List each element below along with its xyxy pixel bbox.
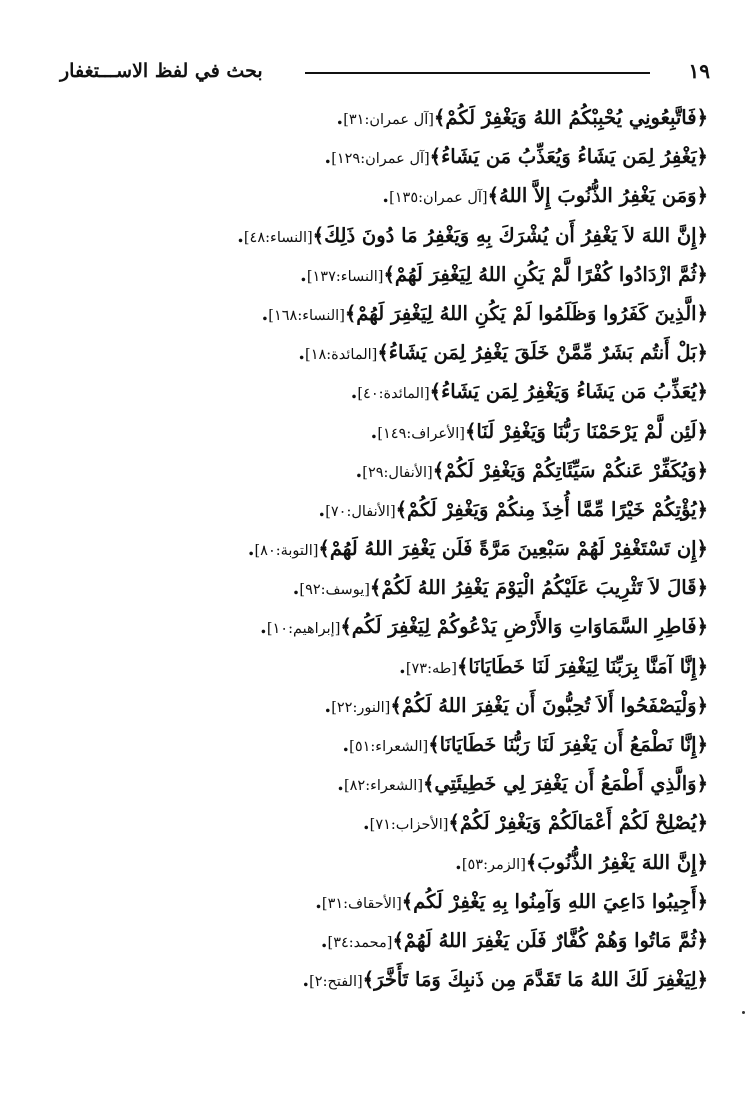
verse-text: ﴿لَئِن لَّمْ يَرْحَمْنَا رَبُّنَا وَيَغْفِرْ لَنَا﴾ bbox=[464, 419, 708, 443]
verse-end-mark: . bbox=[247, 537, 255, 561]
verse-line bbox=[20, 607, 708, 646]
verse-reference: [النساء:١٦٨] bbox=[268, 307, 345, 324]
verse-text: ﴿الَّذِينَ كَفَرُوا وَظَلَمُوا لَمْ يَكُنِ اللهُ لِيَغْفِرَ لَهُمْ﴾ bbox=[344, 301, 708, 325]
verse-text: ﴿فَاطِرِ السَّمَاوَاتِ وَالأَرْضِ يَدْعُوكُمْ لِيَغْفِرَ لَكُم﴾ bbox=[340, 615, 708, 639]
verse-end-mark: . bbox=[292, 576, 300, 600]
verse-end-mark: . bbox=[350, 380, 358, 404]
header-rule bbox=[305, 72, 650, 74]
verse-end-mark: . bbox=[261, 301, 269, 325]
verse-text: ﴿أَجِيبُوا دَاعِيَ اللهِ وَآمِنُوا بِهِ يَغْفِرْ لَكُم﴾ bbox=[401, 889, 708, 913]
verse-reference: [يوسف:٩٢] bbox=[299, 582, 370, 599]
verse-line bbox=[20, 882, 708, 921]
verse-line bbox=[20, 686, 708, 725]
margin-mark bbox=[742, 1011, 745, 1014]
verse-text: ﴿إِنَّ اللهَ لاَ يَغْفِرُ أَن يُشْرَكَ بِهِ وَيَغْفِرُ مَا دُونَ ذَلِكَ﴾ bbox=[312, 223, 708, 247]
verse-line bbox=[20, 921, 708, 960]
verse-text: ﴿يُعَذِّبُ مَن يَشَاءُ وَيَغْفِرُ لِمَن يَشَاءُ﴾ bbox=[429, 380, 708, 404]
verse-reference: [الأحزاب:٧١] bbox=[369, 817, 449, 834]
verse-reference: [إبراهيم:١٠] bbox=[266, 621, 341, 638]
verse-line bbox=[20, 529, 708, 568]
verse-line bbox=[20, 764, 708, 803]
verse-end-mark: . bbox=[399, 654, 406, 678]
verse-end-mark: . bbox=[300, 262, 307, 286]
verse-reference: [الشعراء:٥١] bbox=[349, 739, 429, 755]
verse-end-mark: . bbox=[382, 184, 390, 208]
verse-line bbox=[20, 255, 708, 294]
verse-line bbox=[20, 294, 708, 333]
verse-text: ﴿ثُمَّ مَاتُوا وَهُمْ كُفَّارٌ فَلَن يَغْفِرَ اللهُ لَهُمْ﴾ bbox=[392, 928, 708, 952]
verse-end-mark: . bbox=[320, 928, 328, 952]
verse-line bbox=[20, 451, 708, 490]
verse-text: ﴿قَالَ لاَ تَثْرِيبَ عَلَيْكُمُ الْيَوْمَ يَغْفِرُ اللهُ لَكُمْ﴾ bbox=[369, 576, 708, 600]
verse-text: ﴿إِنَّا آمَنَّا بِرَبِّنَا لِيَغْفِرَ لَنَا خَطَايَانَا﴾ bbox=[456, 654, 708, 678]
verse-text: ﴿إِنَّا نَطْمَعُ أَن يَغْفِرَ لَنَا رَبُّنَا خَطَايَانَا﴾ bbox=[428, 733, 708, 756]
verse-reference: [آل عمران:١٣٥] bbox=[389, 190, 488, 207]
verse-line bbox=[20, 843, 708, 882]
verse-line bbox=[20, 490, 708, 529]
verse-end-mark: . bbox=[324, 693, 332, 717]
verse-text: ﴿إِن تَسْتَغْفِرْ لَهُمْ سَبْعِينَ مَرَّةً فَلَن يَغْفِرَ اللهُ لَهُمْ﴾ bbox=[318, 537, 708, 561]
verse-end-mark: . bbox=[370, 419, 378, 443]
verse-reference: [الفتح:٢] bbox=[309, 974, 363, 991]
verse-line bbox=[20, 960, 708, 999]
verse-end-mark: . bbox=[362, 811, 370, 835]
verse-reference: [طه:٧٣] bbox=[405, 660, 457, 677]
page-header bbox=[60, 56, 710, 86]
verse-text: ﴿لِيَغْفِرَ لَكَ اللهُ مَا تَقَدَّمَ مِن ذَنبِكَ وَمَا تَأَخَّرَ﴾ bbox=[362, 968, 708, 992]
verse-end-mark: . bbox=[355, 458, 363, 482]
verse-reference: [آل عمران:٣١] bbox=[343, 112, 434, 128]
verse-reference: [الأنفال:٧٠] bbox=[325, 503, 396, 520]
verse-text: ﴿وَالَّذِي أَطْمَعُ أَن يَغْفِرَ لِي خَطِيئَتِي﴾ bbox=[422, 772, 708, 796]
verse-line bbox=[20, 372, 708, 411]
verse-reference: [الأنفال:٢٩] bbox=[362, 464, 433, 481]
verse-text: ﴿يُؤْتِكُمْ خَيْرًا مِّمَّا أُخِذَ مِنكُمْ وَيَغْفِرْ لَكُمْ﴾ bbox=[395, 497, 708, 521]
verse-reference: [الأحقاف:٣١] bbox=[321, 895, 402, 912]
verse-text: ﴿وَيُكَفِّرْ عَنكُمْ سَيِّئَاتِكُمْ وَيَغْفِرْ لَكُمْ﴾ bbox=[432, 458, 708, 482]
verse-end-mark: . bbox=[315, 889, 322, 913]
verse-end-mark: . bbox=[336, 106, 344, 129]
verse-reference: [النور:٢٢] bbox=[331, 699, 391, 716]
verse-end-mark: . bbox=[260, 615, 267, 639]
verse-end-mark: . bbox=[337, 772, 344, 796]
verse-line bbox=[20, 333, 708, 372]
verse-text: ﴿يُصْلِحْ لَكُمْ أَعْمَالَكُمْ وَيَغْفِرْ لَكُمْ﴾ bbox=[448, 811, 708, 835]
verse-end-mark: . bbox=[318, 497, 326, 521]
verse-text: ﴿فَاتَّبِعُونِي يُحْبِبْكُمُ اللهُ وَيَغْفِرْ لَكُمْ﴾ bbox=[433, 106, 708, 129]
verse-end-mark: . bbox=[455, 850, 462, 874]
verse-line bbox=[20, 176, 708, 215]
verse-reference: [النساء:١٣٧] bbox=[306, 268, 384, 285]
verse-text: ﴿وَلْيَصْفَحُوا أَلاَ تُحِبُّونَ أَن يَغْفِرَ اللهُ لَكُمْ﴾ bbox=[390, 693, 708, 717]
running-title: بحث في لفظ الاســـتغفار bbox=[60, 60, 263, 82]
verse-line bbox=[20, 137, 708, 176]
verse-line bbox=[20, 725, 708, 764]
verse-reference: [محمد:٣٤] bbox=[327, 934, 393, 951]
verse-text: ﴿وَمَن يَغْفِرُ الذُّنُوبَ إِلاَّ اللهُ﴾ bbox=[487, 184, 708, 208]
verse-line bbox=[20, 412, 708, 451]
verse-end-mark: . bbox=[302, 968, 310, 992]
verse-reference: [التوبة:٨٠] bbox=[254, 543, 319, 560]
verse-list bbox=[20, 98, 708, 999]
page-number: ١٩ bbox=[688, 59, 710, 83]
verse-reference: [الزمر:٥٣] bbox=[461, 856, 526, 873]
verse-end-mark: . bbox=[342, 733, 350, 756]
verse-line bbox=[20, 568, 708, 607]
verse-reference: [الأعراف:١٤٩] bbox=[377, 425, 465, 442]
verse-line bbox=[20, 216, 708, 255]
verse-line bbox=[20, 803, 708, 842]
verse-reference: [آل عمران:١٢٩] bbox=[331, 151, 430, 168]
verse-text: ﴿ثُمَّ ازْدَادُوا كُفْرًا لَّمْ يَكُنِ اللهُ لِيَغْفِرَ لَهُمْ﴾ bbox=[383, 262, 708, 286]
verse-line bbox=[20, 647, 708, 686]
verse-reference: [الشعراء:٨٢] bbox=[343, 778, 423, 795]
verse-text: ﴿بَلْ أَنتُم بَشَرٌ مِّمَّنْ خَلَقَ يَغْفِرُ لِمَن يَشَاءُ﴾ bbox=[377, 341, 708, 365]
verse-reference: [النساء:٤٨] bbox=[243, 229, 313, 246]
verse-text: ﴿يَغْفِرُ لِمَن يَشَاءُ وَيُعَذِّبُ مَن يَشَاءُ﴾ bbox=[429, 145, 708, 169]
verse-text: ﴿إِنَّ اللهَ يَغْفِرُ الذُّنُوبَ﴾ bbox=[525, 850, 708, 874]
verse-end-mark: . bbox=[298, 341, 306, 365]
verse-reference: [المائدة:١٨] bbox=[305, 347, 378, 364]
verse-reference: [المائدة:٤٠] bbox=[357, 386, 430, 403]
verse-line bbox=[20, 98, 708, 137]
verse-end-mark: . bbox=[237, 223, 244, 247]
verse-end-mark: . bbox=[324, 145, 332, 169]
